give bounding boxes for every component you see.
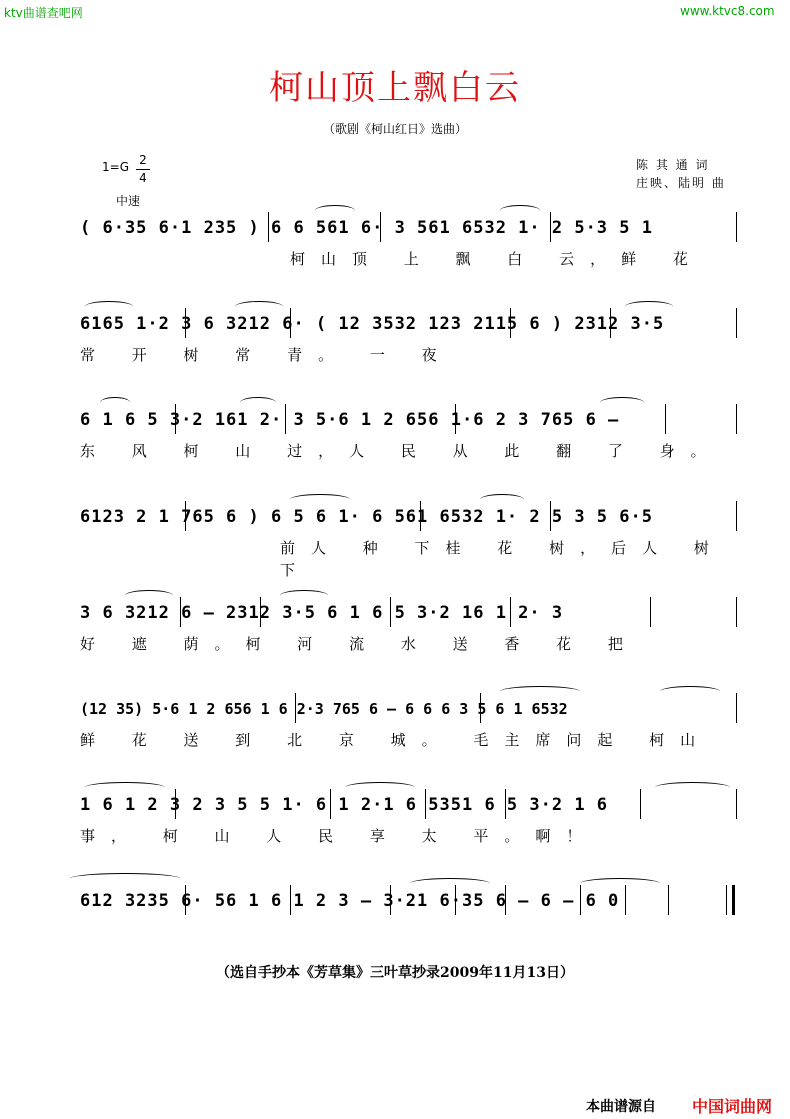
source-site: 中国词曲网 — [692, 1097, 773, 1116]
barline — [505, 885, 506, 915]
barline — [285, 404, 286, 434]
slur — [580, 878, 660, 889]
barline — [736, 597, 737, 627]
barline — [390, 597, 391, 627]
lyric-line: 东 风 柯 山 过，人 民 从 此 翻 了 身。 — [80, 442, 722, 460]
slur — [85, 782, 165, 793]
meter-bar — [136, 169, 150, 170]
source-label: 本曲谱源自 — [586, 1099, 656, 1115]
barline — [480, 693, 481, 723]
notation-line: 3 6 3212 6 – 2312 3·5 6 1 6 5 3·2 16 1 2· 3 — [80, 603, 564, 623]
notation-line: ( 6·35 6·1 235 ) 6 6 561 6· 3 561 6532 1· 2 5·3 5 1 — [80, 218, 653, 238]
notation-line: 6165 1·2 3 6 3212 6· ( 12 3532 123 2115 6 ) 2312 3·5 — [80, 314, 665, 334]
notation-line: 612 3235 6· 56 1 6 1 2 3 – 3·21 6·35 6 – 6 – 6 0 — [80, 891, 620, 911]
barline — [736, 789, 737, 819]
lyric-line: 前人 种 下桂 花 树，后人 树下 — [280, 539, 725, 579]
barline — [650, 597, 651, 627]
song-title: 柯山顶上飘白云 — [269, 68, 521, 108]
barline — [625, 885, 626, 915]
slur — [315, 205, 355, 216]
lyric-line: 事， 柯 山 人 民 享 太 平。啊！ — [80, 827, 598, 845]
slur — [70, 873, 180, 884]
barline — [330, 789, 331, 819]
notation-line: 6 1 6 5 3·2 161 2· 3 5·6 1 2 656 1·6 2 3 765 6 – — [80, 410, 620, 430]
barline — [505, 789, 506, 819]
lyric-line: 鲜 花 送 到 北 京 城。 毛主席问起 柯山 — [80, 731, 712, 749]
barline — [550, 501, 551, 531]
slur — [235, 301, 283, 312]
barline — [736, 501, 737, 531]
slur — [345, 782, 415, 793]
barline — [175, 404, 176, 434]
barline — [268, 212, 269, 242]
meter-top: 2 — [139, 153, 147, 167]
barline — [736, 404, 737, 434]
slur — [500, 205, 540, 216]
barline — [380, 212, 381, 242]
barline — [185, 308, 186, 338]
barline — [290, 308, 291, 338]
lyric-line: 常 开 树 常 青。 一 夜 — [80, 346, 453, 364]
final-barline — [732, 885, 735, 915]
key-signature: 1=G — [102, 160, 129, 174]
slur — [480, 494, 524, 505]
barline — [736, 212, 737, 242]
slur — [290, 494, 350, 505]
slur — [660, 686, 720, 697]
time-signature — [136, 153, 150, 186]
slur — [500, 686, 580, 697]
watermark-left: ktv曲谱查吧网 — [4, 6, 83, 20]
slur — [240, 397, 276, 408]
slur — [600, 397, 644, 408]
slur — [100, 397, 130, 408]
final-barline-thin — [726, 885, 727, 915]
lyric-line: 好 遮 荫。柯 河 流 水 送 香 花 把 — [80, 635, 639, 653]
barline — [455, 885, 456, 915]
barline — [510, 308, 511, 338]
barline — [295, 693, 296, 723]
barline — [420, 501, 421, 531]
barline — [610, 308, 611, 338]
barline — [180, 597, 181, 627]
barline — [580, 885, 581, 915]
slur — [85, 301, 133, 312]
transcription-note: （选自手抄本《芳草集》三叶草抄录2009年11月13日） — [216, 965, 574, 981]
barline — [550, 212, 551, 242]
barline — [665, 404, 666, 434]
meter-bottom: 4 — [139, 171, 147, 185]
composer-credit: 庄映、陆明 曲 — [636, 176, 726, 190]
slur — [655, 782, 730, 793]
notation-line: 1 6 1 2 3 2 3 5 5 1· 6 1 2·1 6 5351 6 5 3·2 1 6 — [80, 795, 609, 815]
watermark-right: www.ktvc8.com — [680, 4, 775, 18]
barline — [175, 789, 176, 819]
barline — [736, 308, 737, 338]
lyric-line: 柯山顶 上 飘 白 云，鲜 花 — [290, 250, 704, 268]
barline — [185, 885, 186, 915]
notation-line: 6123 2 1 765 6 ) 6 5 6 1· 6 561 6532 1· 2 5 3 5 6·5 — [80, 507, 653, 527]
slur — [280, 590, 328, 601]
barline — [390, 885, 391, 915]
barline — [185, 501, 186, 531]
notation-line: (12 35) 5·6 1 2 656 1 6 2·3 765 6 – 6 6 6 3 5 6 1 6532 — [80, 700, 568, 718]
tempo-marking: 中速 — [116, 194, 141, 208]
slur — [625, 301, 673, 312]
barline — [455, 404, 456, 434]
slur — [410, 878, 490, 889]
barline — [425, 789, 426, 819]
barline — [640, 789, 641, 819]
barline — [668, 885, 669, 915]
barline — [290, 885, 291, 915]
slur — [125, 590, 173, 601]
song-subtitle: （歌剧《柯山红日》选曲） — [322, 122, 467, 136]
barline — [736, 693, 737, 723]
lyricist-credit: 陈 其 通 词 — [636, 158, 710, 172]
barline — [510, 597, 511, 627]
barline — [260, 597, 261, 627]
